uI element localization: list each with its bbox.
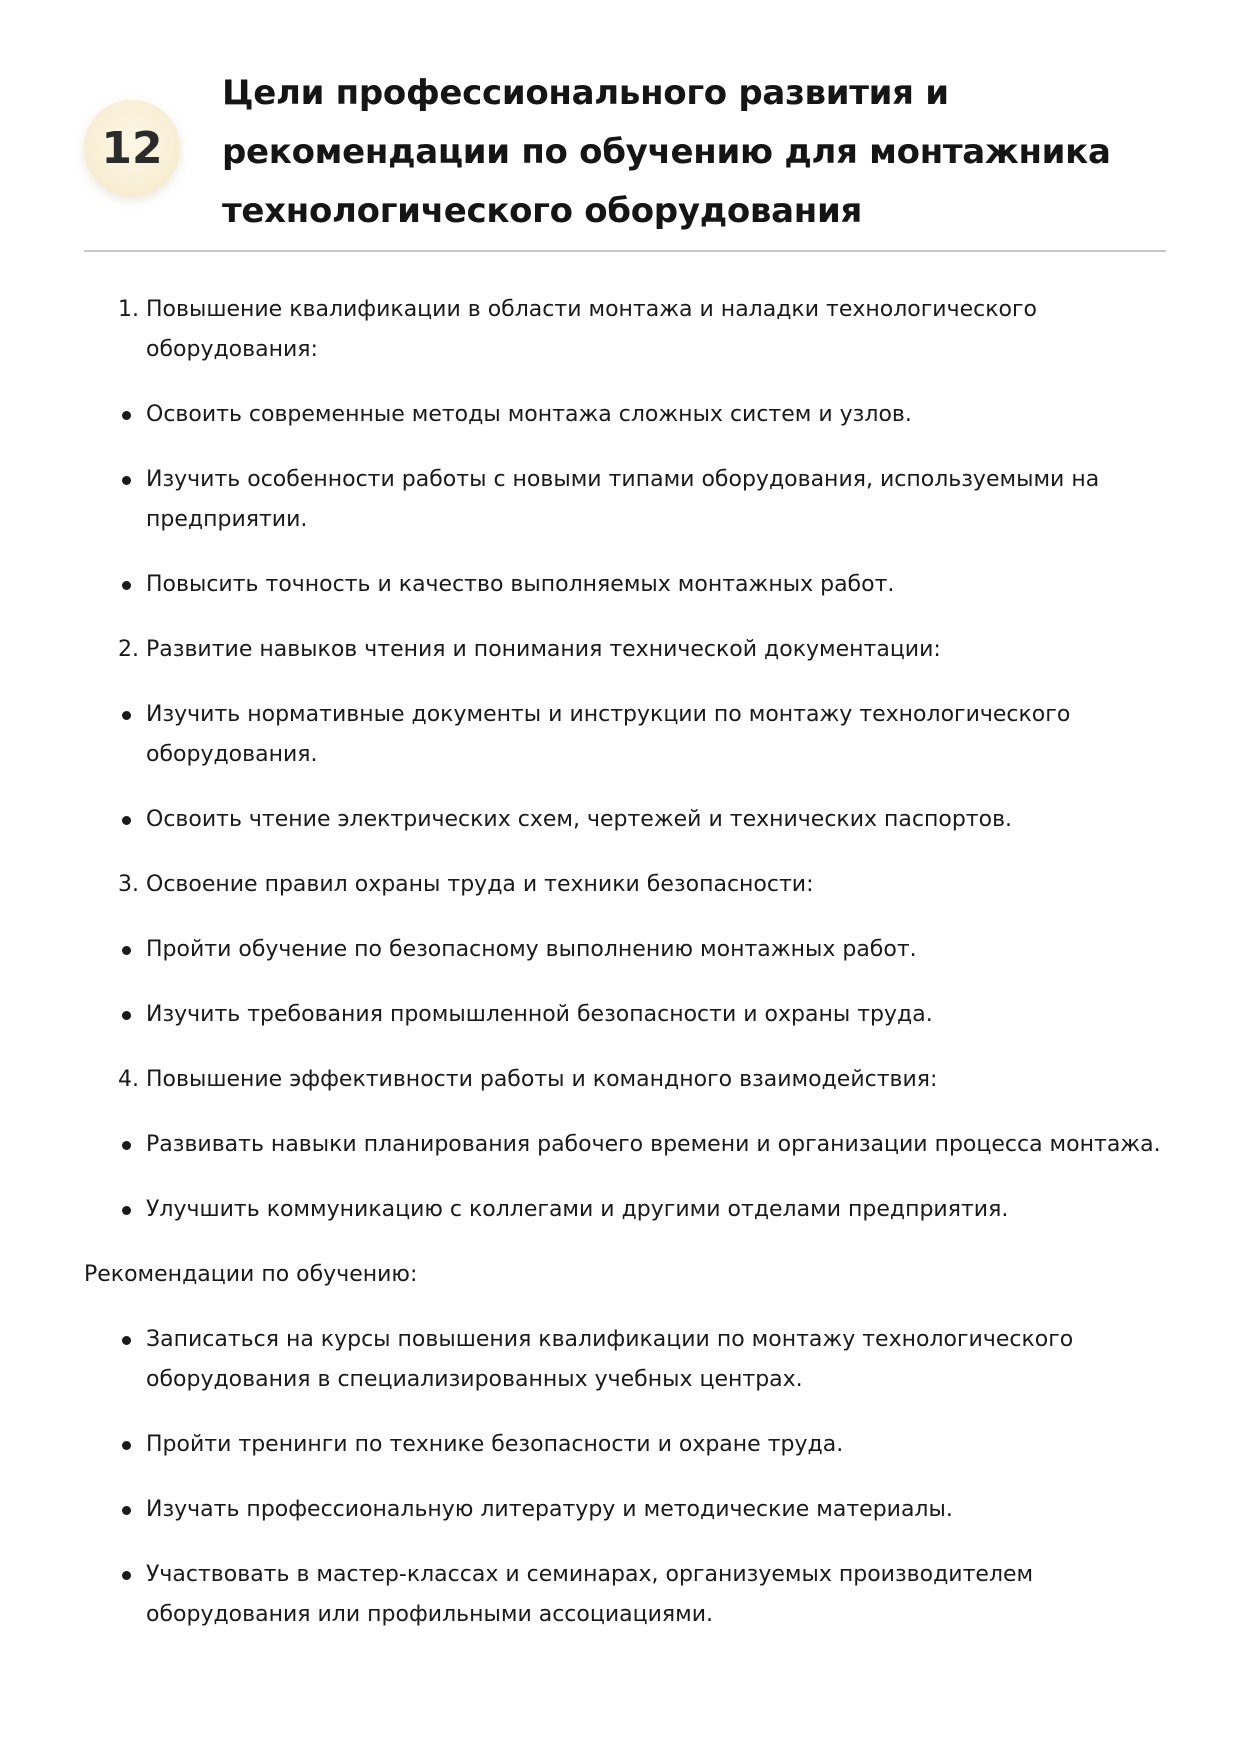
bullet-item — [84, 930, 1184, 970]
bullet-text: Повысить точность и качество выполняемых монтажных работ. — [146, 572, 895, 597]
list-number: 1. — [118, 297, 139, 322]
document-body — [84, 290, 1184, 1660]
recommendation-item — [84, 1555, 1184, 1635]
bullet-item — [84, 460, 1184, 540]
bullet-text: Улучшить коммуникацию с коллегами и другими отделами предприятия. — [146, 1197, 1009, 1222]
section-number-badge: 12 — [84, 100, 180, 196]
bullet-item — [84, 800, 1184, 840]
bullet-icon — [122, 1506, 131, 1515]
bullet-item — [84, 695, 1184, 775]
recommendation-text: Изучать профессиональную литературу и методические материалы. — [146, 1497, 953, 1522]
bullet-text: Освоить современные методы монтажа сложных систем и узлов. — [146, 402, 912, 427]
bullet-text: Изучить особенности работы с новыми типами оборудования, используемыми на предприятии. — [146, 467, 1100, 532]
bullet-item — [84, 565, 1184, 605]
goal-text: Повышение квалификации в области монтажа и наладки технологического оборудования: — [146, 297, 1037, 362]
bullet-text: Освоить чтение электрических схем, чертежей и технических паспортов. — [146, 807, 1013, 832]
recommendation-item — [84, 1320, 1184, 1400]
bullet-icon — [122, 1336, 131, 1345]
bullet-icon — [122, 476, 131, 485]
page-title: Цели профессионального развития и рекомендации по обучению для монтажника технологического оборудования — [222, 73, 1111, 231]
recommendation-text: Записаться на курсы повышения квалификации по монтажу технологического оборудования в специализированных учебных центрах. — [146, 1327, 1074, 1392]
list-number: 4. — [118, 1067, 139, 1092]
bullet-icon — [122, 1011, 131, 1020]
goal-item — [84, 290, 1184, 370]
bullet-icon — [122, 1206, 131, 1215]
recommendations-heading: Рекомендации по обучению: — [84, 1262, 418, 1287]
goal-text: Освоение правил охраны труда и техники безопасности: — [146, 872, 814, 897]
bullet-item — [84, 395, 1184, 435]
list-number: 2. — [118, 637, 139, 662]
bullet-icon — [122, 1441, 131, 1450]
bullet-text: Изучить требования промышленной безопасности и охраны труда. — [146, 1002, 933, 1027]
bullet-text: Развивать навыки планирования рабочего времени и организации процесса монтажа. — [146, 1132, 1161, 1157]
bullet-icon — [122, 1141, 131, 1150]
bullet-item — [84, 1125, 1184, 1165]
section-header — [84, 58, 1166, 252]
goal-item — [84, 630, 1184, 670]
goal-item — [84, 865, 1184, 905]
bullet-icon — [122, 946, 131, 955]
bullet-text: Изучить нормативные документы и инструкции по монтажу технологического оборудования. — [146, 702, 1071, 767]
goal-text: Развитие навыков чтения и понимания технической документации: — [146, 637, 941, 662]
recommendation-item — [84, 1490, 1184, 1530]
bullet-item — [84, 1190, 1184, 1230]
recommendation-text: Участвовать в мастер-классах и семинарах, организуемых производителем оборудования или профильными ассоциациями. — [146, 1562, 1034, 1627]
list-number: 3. — [118, 872, 139, 897]
bullet-icon — [122, 816, 131, 825]
goal-text: Повышение эффективности работы и командного взаимодействия: — [146, 1067, 938, 1092]
bullet-text: Пройти обучение по безопасному выполнению монтажных работ. — [146, 937, 917, 962]
bullet-icon — [122, 1571, 131, 1580]
bullet-icon — [122, 411, 131, 420]
goal-item — [84, 1060, 1184, 1100]
recommendation-item — [84, 1425, 1184, 1465]
recommendation-text: Пройти тренинги по технике безопасности и охране труда. — [146, 1432, 844, 1457]
bullet-icon — [122, 581, 131, 590]
bullet-icon — [122, 711, 131, 720]
bullet-item — [84, 995, 1184, 1035]
